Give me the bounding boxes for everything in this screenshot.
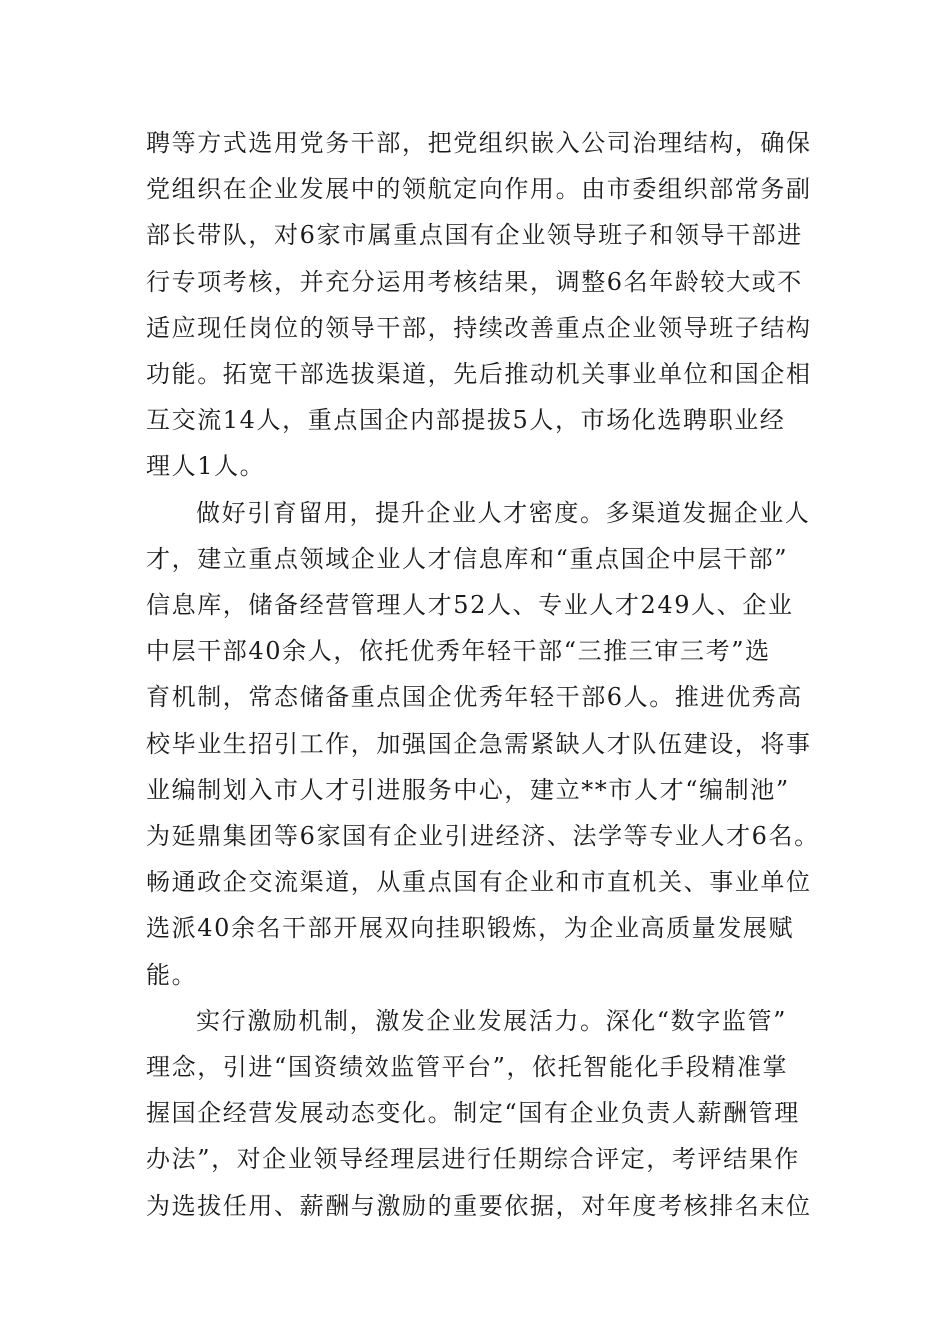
text-line: 选派40余名干部开展双向挂职锻炼，为企业高质量发展赋 [146,914,795,943]
text-line: 畅通政企交流渠道，从重点国有企业和市直机关、事业单位 [146,868,812,897]
text-line: 握国企经营发展动态变化。制定“国有企业负责人薪酬管理 [146,1099,800,1128]
text-line: 办法”，对企业领导经理层进行任期综合评定，考评结果作 [146,1145,800,1174]
text-line: 校毕业生招引工作，加强国企急需紧缺人才队伍建设，将事 [146,729,812,758]
text-line: 为延鼎集团等6家国有企业引进经济、法学等专业人才6名。 [146,822,820,851]
text-line: 能。 [146,960,198,989]
text-line: 理人1人。 [146,452,266,481]
paragraph-2 [146,490,820,998]
paragraph-3 [146,998,816,1229]
text-line: 信息库，储备经营管理人才52人、专业人才249人、企业 [146,591,794,620]
text-line: 互交流14人，重点国企内部提拔5人，市场化选聘职业经 [146,406,786,435]
text-line: 育机制，常态储备重点国企优秀年轻干部6人。推进优秀高 [146,683,803,712]
text-line: 理念，引进“国资绩效监管平台”，依托智能化手段精准掌 [146,1053,789,1082]
text-line: 党组织在企业发展中的领航定向作用。由市委组织部常务副 [146,175,812,204]
text-line: 部长带队，对6家市属重点国有企业领导班子和领导干部进 [146,221,803,250]
text-line: 中层干部40余人，依托优秀年轻干部“三推三审三考”选 [146,637,771,666]
text-line: 聘等方式选用党务干部，把党组织嵌入公司治理结构，确保 [146,129,812,157]
paragraph-1 [146,120,816,490]
text-line-indented: 做好引育留用，提升企业人才密度。多渠道发掘企业人 [196,498,811,527]
text-line: 适应现任岗位的领导干部，持续改善重点企业领导班子结构 [146,313,812,342]
document-body [146,120,820,1229]
text-line: 业编制划入市人才引进服务中心，建立**市人才“编制池” [146,775,790,804]
text-line: 功能。拓宽干部选拔渠道，先后推动机关事业单位和国企相 [146,360,812,389]
text-line: 才，建立重点领域企业人才信息库和“重点国企中层干部” [146,544,789,573]
text-line-indented: 实行激励机制，激发企业发展活力。深化“数字监管” [196,1006,787,1035]
text-line: 行专项考核，并充分运用考核结果，调整6名年龄较大或不 [146,267,803,296]
text-line: 为选拔任用、薪酬与激励的重要依据，对年度考核排名末位 [146,1191,812,1220]
